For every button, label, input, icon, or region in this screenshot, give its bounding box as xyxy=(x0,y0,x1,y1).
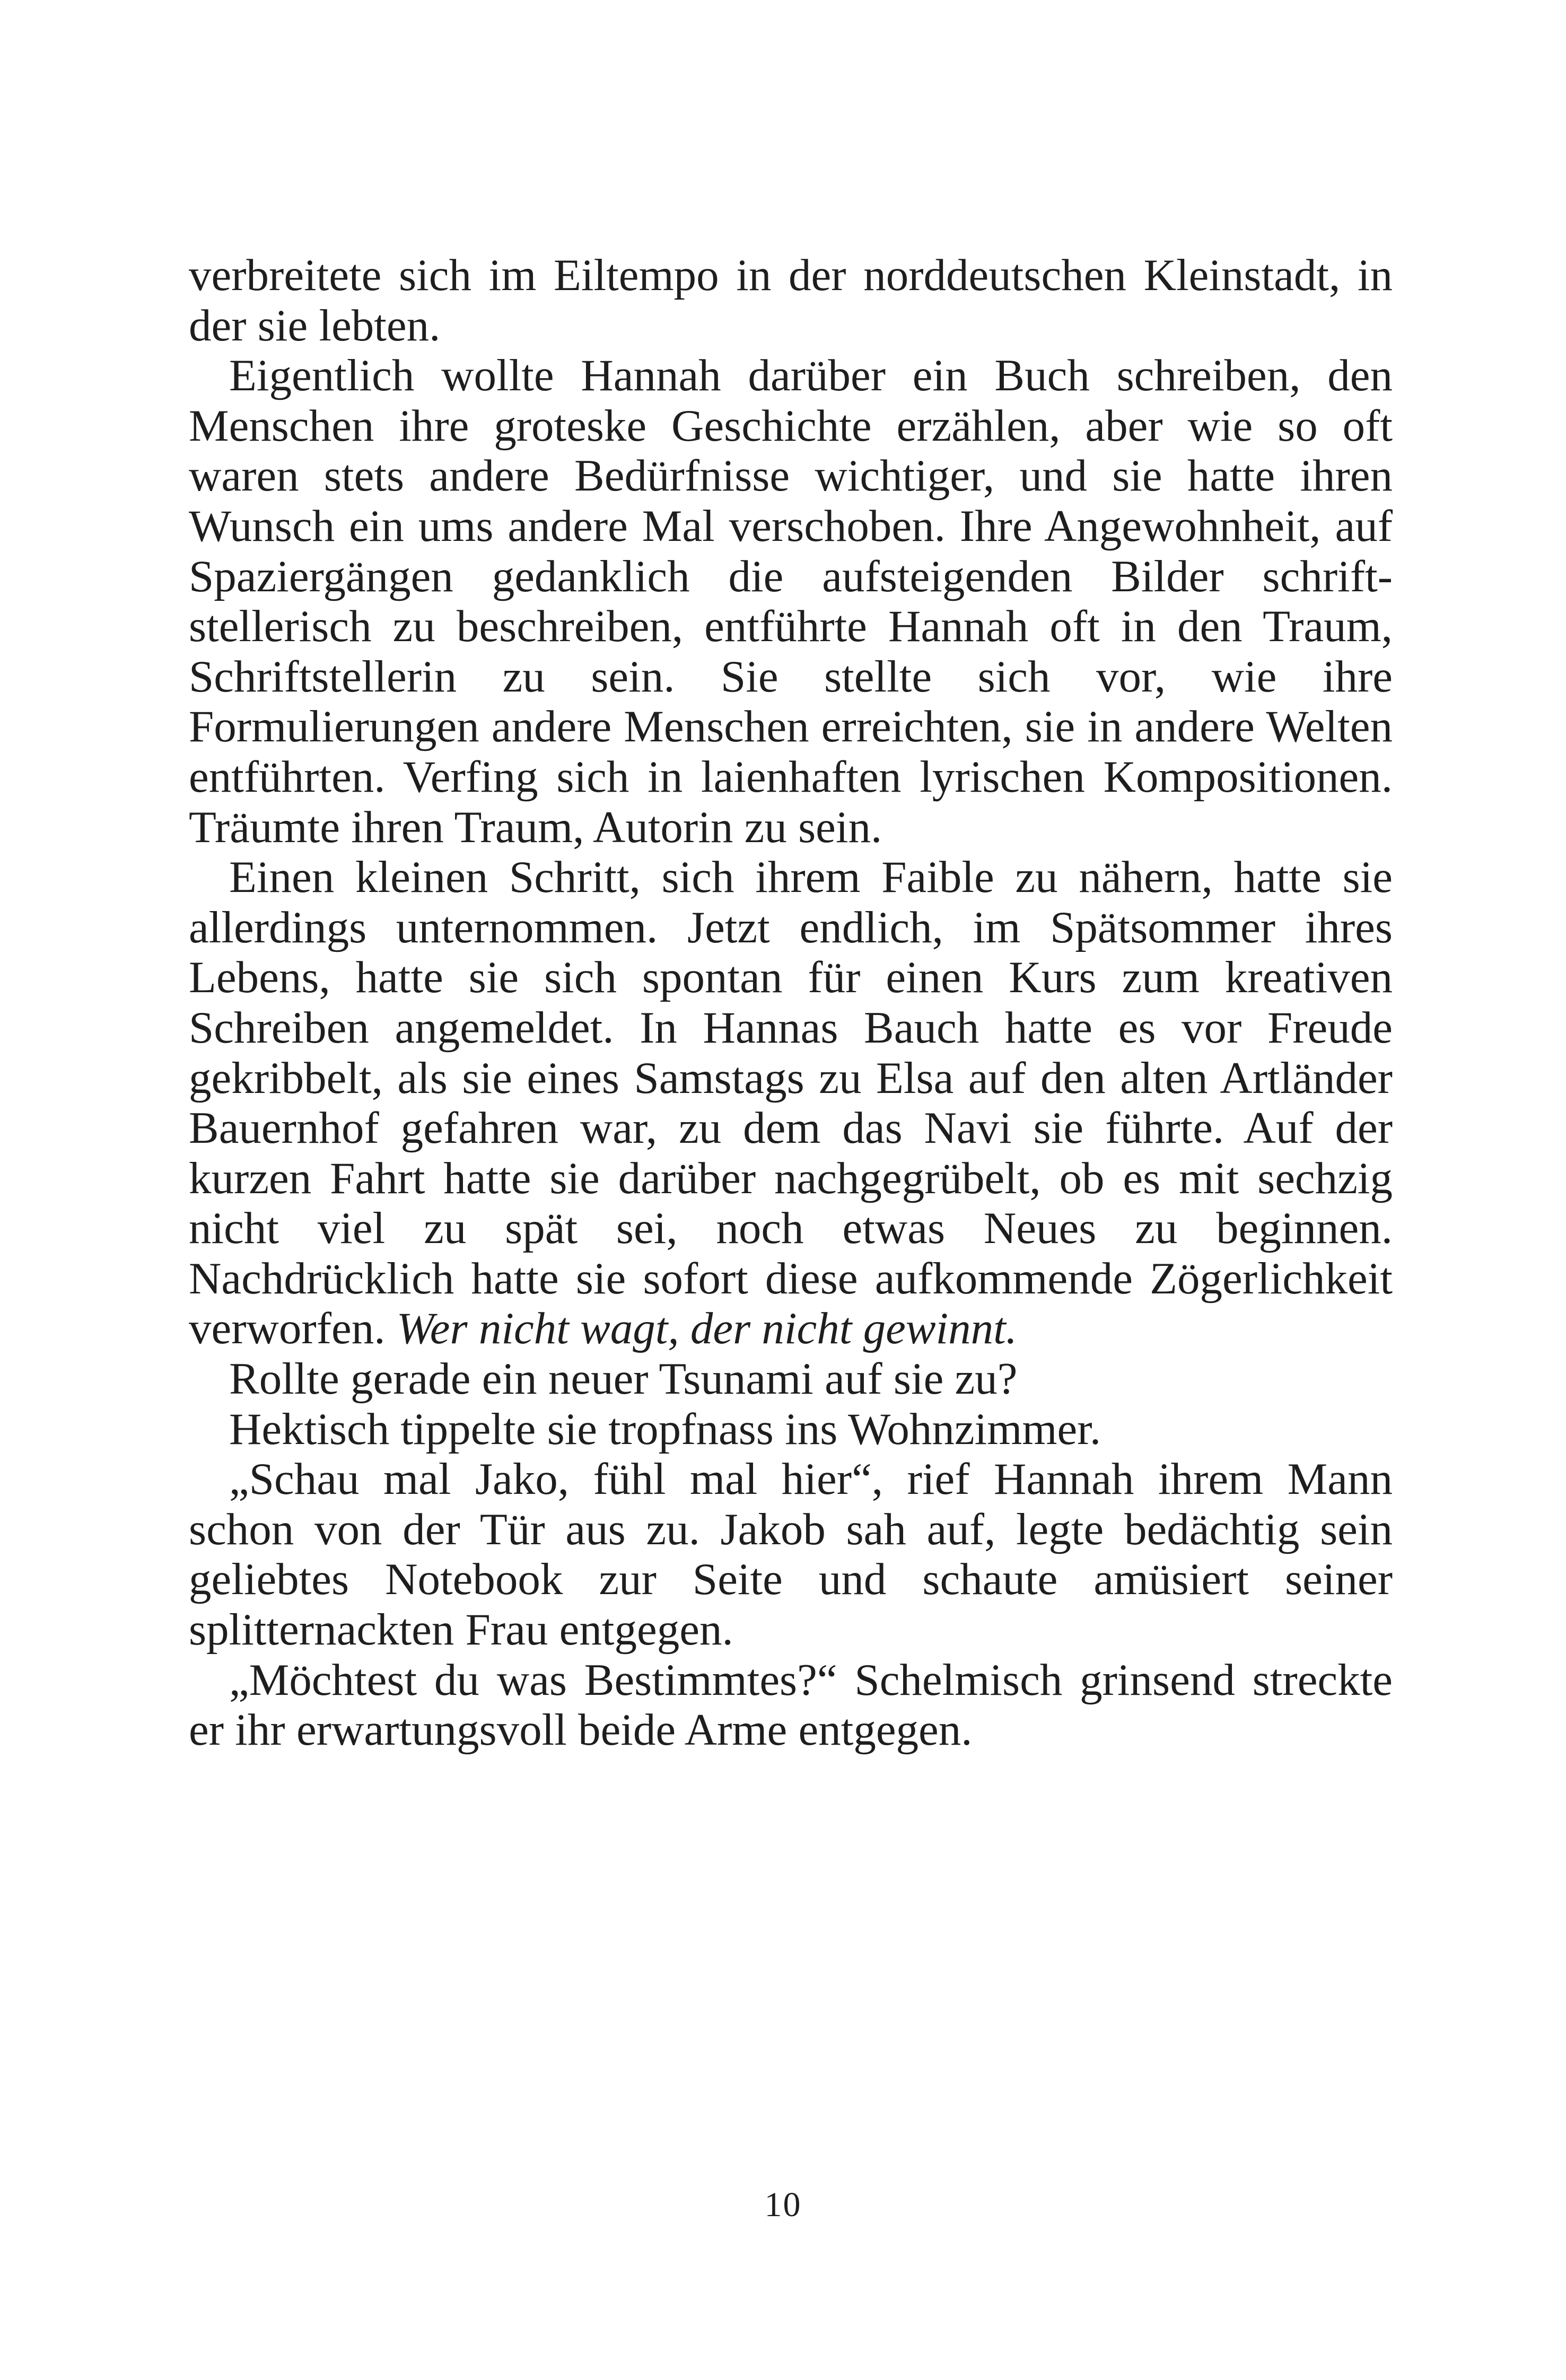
paragraph xyxy=(189,852,1393,1354)
paragraph: Hektisch tippelte sie tropfnass ins Wohnzimmer. xyxy=(229,1404,1101,1454)
paragraph: Eigentlich wollte Hannah darüber ein Buch schreiben, den Menschen ihre groteske Geschichte erzählen, aber wie so oft waren stets andere Bedürfnisse wichtiger, und sie hatte ihren Wunsch ein ums andere Mal verschoben. Ihre Angewohnheit, auf Spaziergängen gedanklich die aufsteigenden Bilder schriftstellerisch zu beschreiben, entführte Hannah oft in den Traum, Schriftstellerin zu sein. Sie stellte sich vor, wie ihre Formulierungen andere Menschen erreichten, sie in andere Welten entführten. Verfing sich in laienhaften lyrischen Kompositionen. Träumte ihren Traum, Autorin zu sein. xyxy=(189,351,1393,852)
paragraph: Rollte gerade ein neuer Tsunami auf sie zu? xyxy=(229,1354,1018,1404)
paragraph: „Schau mal Jako, fühl mal hier“, rief Hannah ihrem Mann schon von der Tür aus zu. Jakob sah auf, legte bedächtig sein geliebtes Notebook zur Seite und schaute amüsiert seiner splitternackten Frau entgegen. xyxy=(189,1454,1393,1655)
paragraph-text: Einen kleinen Schritt, sich ihrem Faible zu nähern, hatte sie allerdings unternommen. Jetzt endlich, im Spätsommer ihres Lebens, hatte sie sich spontan für einen Kurs zum kreativen Schreiben angemeldet. In Hannas Bauch hatte es vor Freude gekribbelt, als sie eines Samstags zu Elsa auf den alten Artländer Bauernhof gefahren war, zu dem das Navi sie führte. Auf der kurzen Fahrt hatte sie darüber nachgegrübelt, ob es mit sechzig nicht viel zu spät sei, noch etwas Neues zu beginnen. Nachdrücklich hatte sie sofort diese aufkommende Zögerlichkeit verworfen. xyxy=(189,852,1393,1354)
paragraph: verbreitete sich im Eiltempo in der norddeutschen Kleinstadt, in der sie lebten. xyxy=(189,250,1393,351)
page-number: 10 xyxy=(764,2185,802,2224)
italic-quote: Wer nicht wagt, der nicht gewinnt. xyxy=(396,1303,1018,1354)
body-text xyxy=(189,250,1393,1755)
paragraph: „Möchtest du was Bestimmtes?“ Schelmisch grinsend streckte er ihr erwartungsvoll beide Arme entgegen. xyxy=(189,1655,1393,1755)
